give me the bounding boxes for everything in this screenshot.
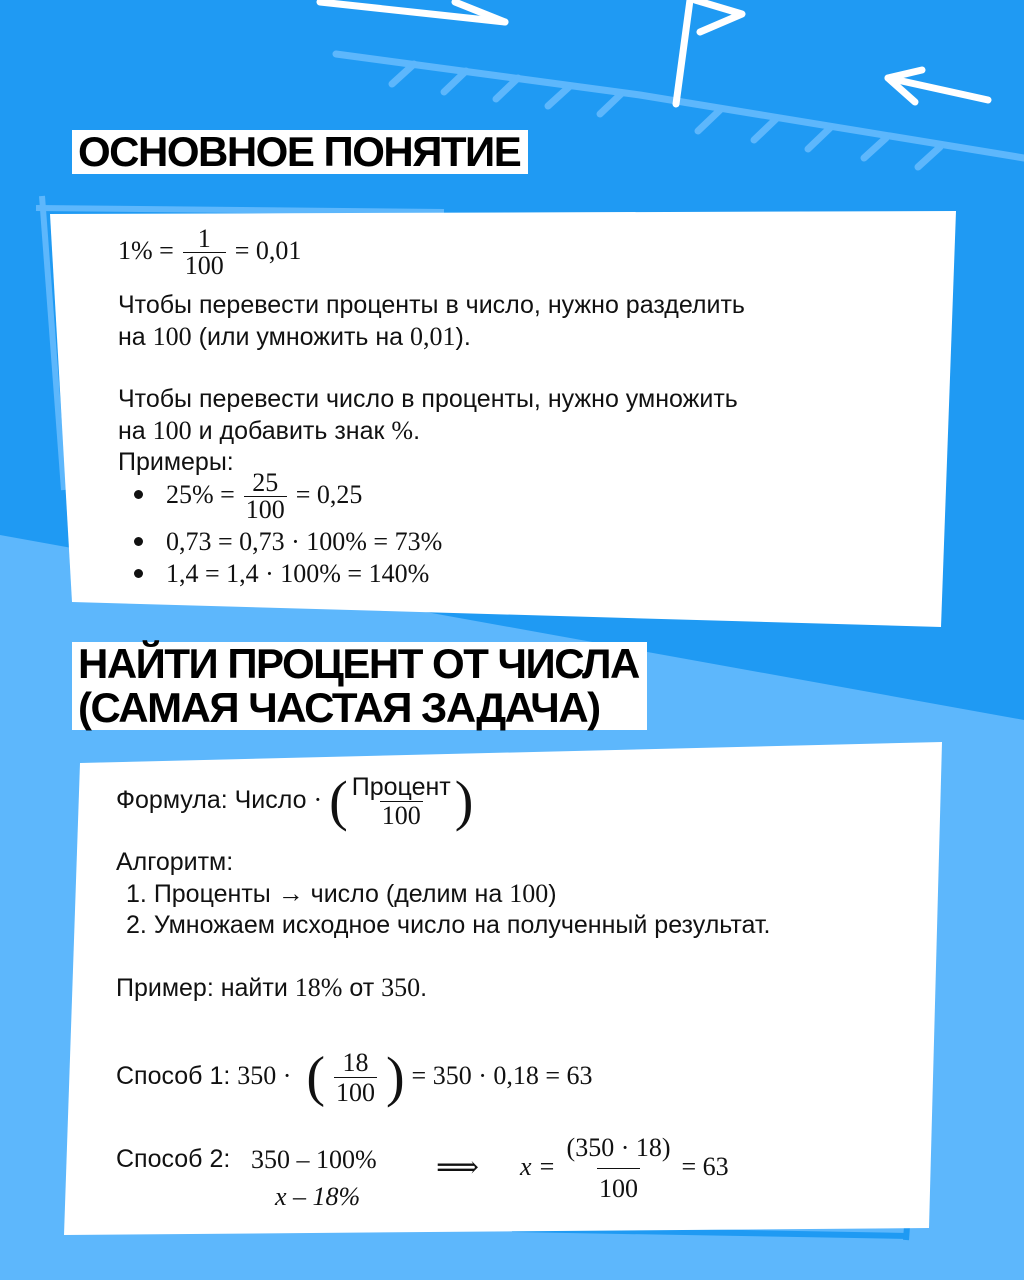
section-title-text: ОСНОВНОЕ ПОНЯТИЕ [78,128,521,175]
implies-icon: ⟹ [436,1151,480,1184]
def-rhs: = 0,01 [234,236,302,266]
ex1-denominator: 100 [245,495,285,524]
method1-numerator: 18 [342,1047,369,1077]
formula-numerator: Процент [351,772,451,801]
ex2: 0,73 = 0,73 · 100% = 73% [165,527,443,556]
def-denominator: 100 [184,251,224,280]
step1-text-c: ) [548,880,557,908]
proportion-row-1: 350 – 100% [251,1145,377,1174]
rule2-line1: Чтобы перевести число в проценты, нужно умножить [118,385,738,413]
method1-lhs: 350 · [237,1061,292,1090]
ex3: 1,4 = 1,4 · 100% = 140% [165,559,430,588]
step1-number: 1. [126,880,147,908]
ex1-rhs: = 0,25 [295,480,363,510]
method2-fraction [565,1128,673,1209]
step1-num: 100 [509,879,549,908]
paren-left: ( [329,770,348,833]
def-lhs: 1% = [118,236,174,266]
ex1-numerator: 25 [252,468,279,497]
def-numerator: 1 [197,224,211,253]
rule1-num-b: 0,01 [410,322,456,351]
section2-title-line2: (САМАЯ ЧАСТАЯ ЗАДАЧА) [78,684,600,731]
rule2-text-c: . [413,417,421,445]
example-number: 350 [381,973,421,1002]
method1-fraction [334,1048,377,1107]
step2-text: Умножаем исходное число на полученный результат. [153,911,771,939]
algorithm-label: Алгоритм: [116,848,234,876]
rule2-text-b: и добавить знак [198,417,385,445]
method2-denominator: 100 [597,1168,640,1209]
rule1-num-a: 100 [152,322,192,351]
formula-denominator: 100 [381,800,421,830]
paren-right: ) [454,770,474,833]
example-task [116,972,427,1004]
step1-text-b: число (делим на [310,880,503,908]
method1-rhs: = 350 · 0,18 = 63 [411,1061,593,1090]
rule2-text-a: на [118,417,146,445]
method2-label: Способ 2: [116,1145,231,1173]
method2-numerator: (350 · 18) [566,1133,671,1162]
method-2-label [116,1144,230,1175]
rule1-line1: Чтобы перевести проценты в число, нужно разделить [118,291,745,319]
list-item [116,878,771,910]
rule2-sign: % [391,416,414,445]
formula-fraction [350,773,453,830]
list-item [116,910,771,941]
rule2-num: 100 [152,416,192,445]
example-percent: 18% [294,973,343,1002]
algorithm [116,847,771,941]
section2-title-line1: НАЙТИ ПРОЦЕНТ ОТ ЧИСЛА [78,640,639,687]
proportion-row-2: x – 18% [275,1182,361,1211]
formula-label: Формула: Число [116,786,307,814]
examples-label: Примеры: [118,448,234,476]
method2-result [520,1128,729,1209]
example-text-a: Пример: найти [116,974,288,1002]
step1-text-a: Проценты [153,880,271,908]
example-text-c: . [420,974,428,1002]
arrow-right-icon: → [277,879,304,908]
method1-label: Способ 1: [116,1062,231,1090]
rule1-text-b: (или умножить на [198,323,404,351]
example-text-b: от [349,974,375,1002]
rule1-text-a: на [118,323,146,351]
method-1 [116,1044,593,1108]
ex1-lhs: 25% = [165,480,235,510]
method2-rhs: = 63 [681,1152,729,1182]
paren-left: ( [306,1046,326,1109]
paren-right: ) [385,1046,405,1109]
method2-x: x = [520,1152,556,1182]
formula-row [116,770,474,833]
rule1-text-c: ). [455,323,471,351]
method1-denominator: 100 [335,1077,375,1107]
step2-number: 2. [126,911,147,939]
formula-dot: · [313,785,323,814]
